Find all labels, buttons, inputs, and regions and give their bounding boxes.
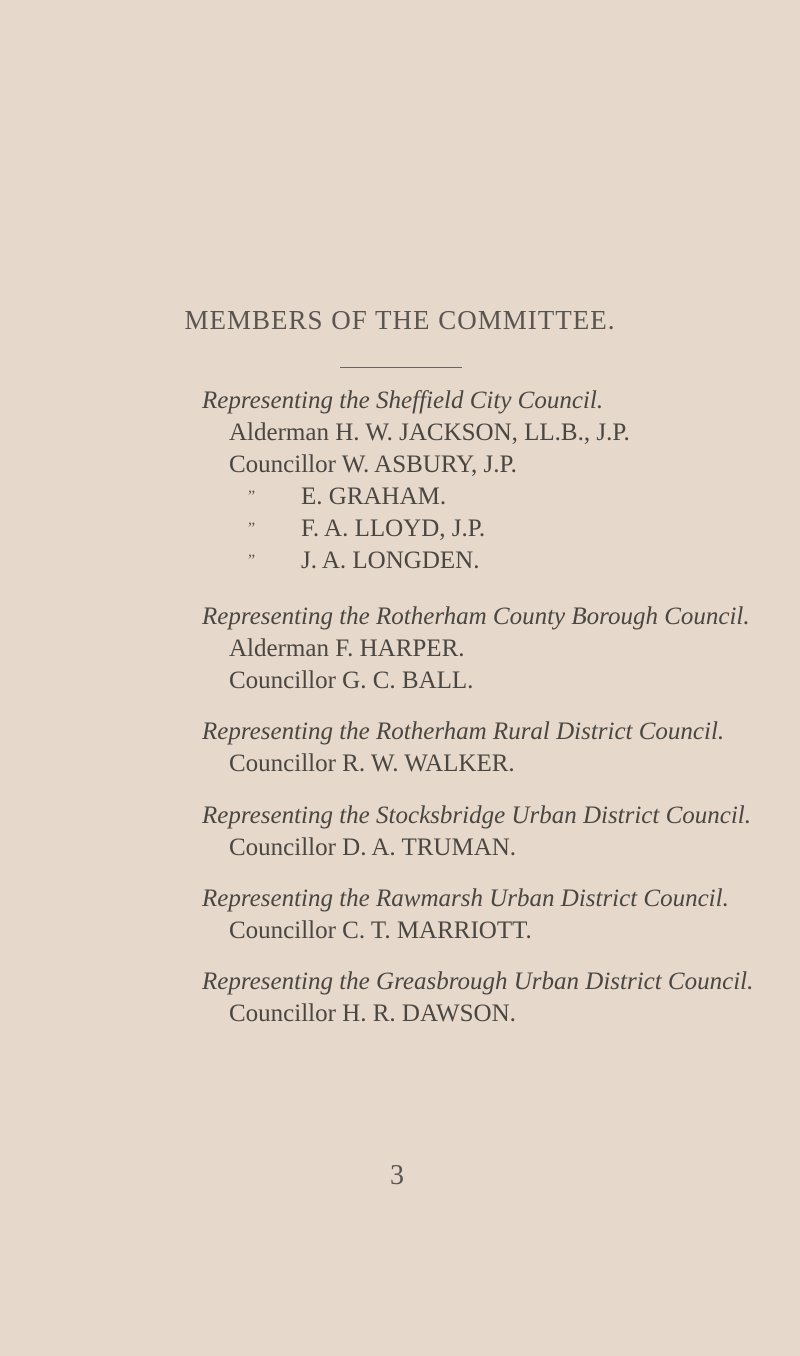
member-line: Councillor D. A. TRUMAN. bbox=[229, 834, 517, 861]
member-name: J. A. LONGDEN. bbox=[301, 547, 480, 574]
member-line: Councillor G. C. BALL. bbox=[229, 667, 474, 694]
section-heading: Representing the Rotherham County Borough Council. bbox=[202, 603, 750, 630]
section-heading: Representing the Rawmarsh Urban District Council. bbox=[202, 885, 729, 912]
member-line: Councillor H. R. DAWSON. bbox=[229, 1000, 516, 1027]
section-heading: Representing the Greasbrough Urban District Council. bbox=[202, 968, 754, 995]
ditto-mark: ” bbox=[248, 552, 256, 569]
ditto-mark: ” bbox=[248, 488, 256, 505]
page-number: 3 bbox=[390, 1160, 404, 1191]
member-line: Alderman F. HARPER. bbox=[229, 635, 465, 662]
member-name: E. GRAHAM. bbox=[301, 483, 447, 510]
member-name: F. A. LLOYD, J.P. bbox=[301, 515, 486, 542]
member-line: Councillor R. W. WALKER. bbox=[229, 750, 515, 777]
section-heading: Representing the Sheffield City Council. bbox=[202, 387, 604, 414]
member-line: Councillor W. ASBURY, J.P. bbox=[229, 451, 517, 478]
title-rule bbox=[340, 367, 462, 368]
page-title: MEMBERS OF THE COMMITTEE. bbox=[184, 305, 616, 335]
member-line: Councillor C. T. MARRIOTT. bbox=[229, 917, 532, 944]
member-line: Alderman H. W. JACKSON, LL.B., J.P. bbox=[229, 419, 630, 446]
ditto-mark: ” bbox=[248, 520, 256, 537]
section-heading: Representing the Stocksbridge Urban District Council. bbox=[202, 802, 751, 829]
section-heading: Representing the Rotherham Rural District Council. bbox=[202, 718, 725, 745]
